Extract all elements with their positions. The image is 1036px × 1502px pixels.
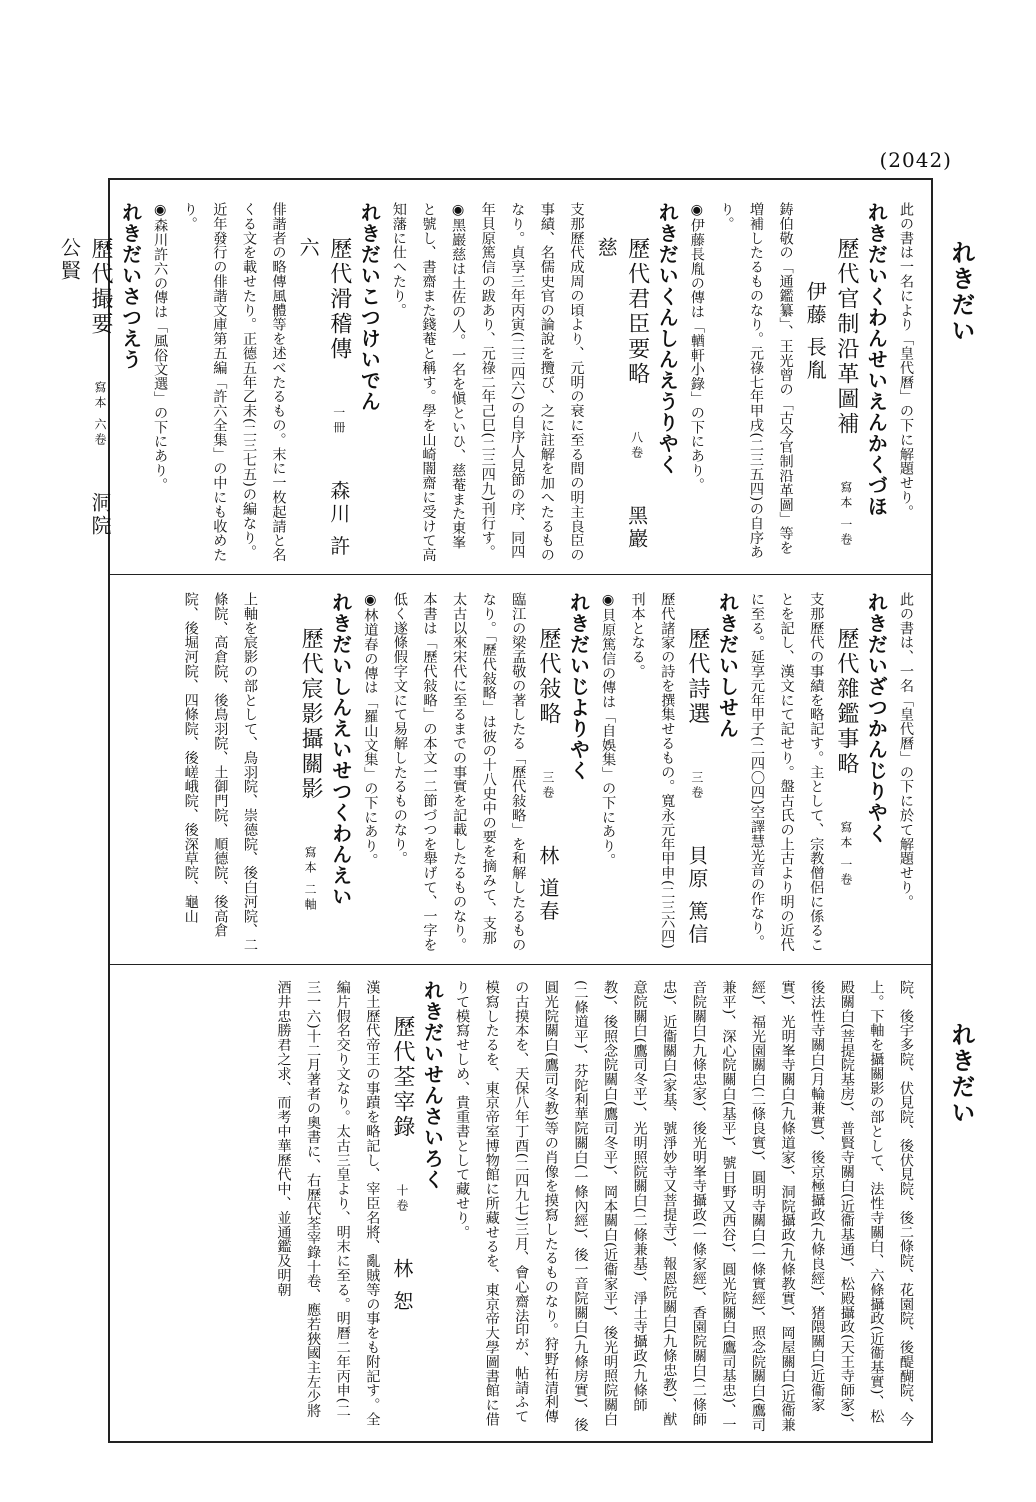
entry-volumes: 三卷: [689, 771, 704, 802]
entry-title-line: [532, 592, 563, 954]
entry-text: ◉森川許六の傳は「風俗文選」の下にあり。: [152, 202, 169, 492]
entry-volumes: 十卷: [394, 1184, 409, 1215]
entry-text: ◉黑巖慈は土佐の人。一名を愼といひ、慈菴また東峯と號し、書齋また錢菴と稱す。學を山崎闇齋に受けて高知藩に仕へたり。: [390, 202, 467, 562]
entry-text: ◉貝原篤信の傳は「自娛集」の下にあり。: [600, 592, 617, 868]
entry-title: 歷代荃宰錄: [389, 1015, 415, 1141]
entry-title-line: [590, 202, 651, 562]
entry-reading: れきだいせんさいろく: [420, 980, 445, 1190]
entry-text: 支那歷代の事績を略記す。主として、宗教僧侶に係ることを記し、漢文にて記せり。盤古氏の上古より明の近代に至る。延享元年甲子(二四〇四)空譯慧光音の作なり。: [749, 592, 825, 952]
entry-volumes: 寫本 六卷: [92, 381, 107, 449]
entry-title: 歷代宸影攝關影: [298, 627, 324, 803]
text-band-top: [57, 202, 920, 562]
running-head-top: れきだい: [947, 240, 976, 344]
entry-title: 歷代撮要: [87, 237, 113, 338]
entry-volumes: 三卷: [540, 771, 555, 802]
entry-text: 鋳伯敬の「通鑑纂」、王光曾の「古今官制沿革圖」等を増補したるものなり。元祿七年甲戌(二三五四)の自序あり。: [718, 202, 794, 560]
entry-volumes: 寫本 一卷: [838, 821, 853, 889]
entry-reading: れきだいしんえいせつくわんえい: [328, 592, 353, 907]
entry-title-line: [386, 980, 417, 1432]
entry-text: 臨江の梁孟敬の著したる「歷代敍略」を和解したるものなり。「歷代敍略」は彼の十八史中の要を摘みて、支那太古以來宋代に至るまでの事實を記載したるものなり。本書は「歷代敍略」の本文一二節づつを舉げて、一字を低く遂條假字文にて易解したるものなり。: [391, 592, 527, 952]
entry-title-line: [830, 592, 861, 954]
entry-reading: れきだいくんしんえうりやく: [655, 202, 680, 475]
entry-text: ◉林道春の傳は「羅山文集」の下にあり。: [362, 592, 379, 868]
entry-author: 洞院 公賢: [57, 237, 112, 539]
entry-text: 歷代諸家の詩を撰集せるもの。寬永元年甲申(二三六四)刊本となる。: [629, 592, 676, 950]
entry-volumes: 一冊: [331, 406, 346, 437]
running-head-bottom: れきだい: [947, 1022, 976, 1126]
entry-volumes: 八卷: [629, 431, 644, 462]
entry-reading: れきだいこつけいでん: [357, 202, 382, 412]
entry-author: 森川 許六: [296, 237, 351, 559]
entry-title: 歷代詩選: [684, 627, 710, 728]
entry-text: ◉伊藤長胤の傳は「輶軒小錄」の下にあり。: [688, 202, 705, 492]
entry-title: 歷代敍略: [535, 627, 561, 728]
text-frame: [57, 178, 933, 1443]
page-number: (2042): [879, 148, 952, 172]
text-band-middle: [120, 592, 920, 954]
entry-text: 漢土歷代帝王の事蹟を略記し、宰臣名將、亂賊等の事をも附記す。全編片假名交り文なり。太古三皇より、明末に至る。明曆二年丙申(二三一六)十二月著者の奧書に、右歷代荃宰錄十卷、應若狹國主左少將酒井忠勝君之求、而考中華歷代中、並通鑑及明朝: [275, 980, 381, 1427]
entry-title-line: [293, 202, 354, 562]
entry-text: 上軸を宸影の部として、鳥羽院、崇德院、後白河院、二條院、高倉院、後鳥羽院、土御門院、順德院、後高倉院、後堀河院、四條院、後嵯峨院、後深草院、龜山: [182, 592, 258, 952]
entry-reading: れきだいしせん: [715, 592, 740, 739]
entry-text: 俳諧者の略傳風體等を述べたるもの。末に一枚起請と名くる文を載せたり。正德五年乙未(二三七五)の編なり。近年發行の俳諧文庫第五編「許六全集」の中にも收めたり。: [181, 202, 287, 562]
entry-text: 此の書は一名により「皇代曆」の下に解題せり。: [898, 202, 914, 519]
entry-reading: れきだいざつかんじりやく: [864, 592, 889, 844]
entry-author: 貝原 篤信: [684, 845, 709, 947]
band-divider-1: [110, 574, 931, 575]
entry-reading: れきだいくわんせいえんかくづほ: [864, 202, 889, 517]
entry-volumes: 寫本 一卷: [838, 481, 853, 549]
entry-reading: れきだいさつえう: [118, 202, 143, 370]
entry-text: 院、後宇多院、伏見院、後伏見院、後二條院、花園院、後醍醐院、今上。下軸を攝關影の部として、法性寺關白、六條攝政(近衞基實)、松殿關白(菩提院基房)、普賢寺關白(近衞基通)、松殿攝政(天王寺師家)、後法性寺關白(月輪兼實)、後京極攝政(九條良經)、猪隈關白(近衞家實)、光明峯寺關白(九條道家)、洞院攝政(九條教實)、岡屋關白(近衞兼經)、福光園關白(二條良實)、圓明寺關白(一條實經)、照念院關白(鷹司兼平)、深心院關白(基平)、號日野又西谷)、圓光院關白(鷹司基忠)、一音院關白(九條忠家)、後光明峯寺攝政(一條家經)、香園院關白(二條師忠)、近衞關白(家基、號淨妙寺又菩提寺)、報恩院關白(九條忠教)、猷意院關白(鷹司冬平)、光明照院關白(二條兼基)、淨土寺攝政(九條師教)、後照念院關白(鷹司冬平)、岡本關白(近衞家平)、後光明照院關白(二條道平)、芬陀利華院關白(一條內經)、後一音院關白(九條房實)、後圓光院關白(鷹司冬教)等の肖像を摸寫したるものなり。狩野祐清利傳の古摸本を、天保八年丁酉(二四九七)三月、會心齋法印が、帖請ふて模寫したるを、東京帝室博物館に所藏せるを、東京帝大學圖書館に借りて模寫せしめ、貴重書として藏せり。: [454, 980, 914, 1433]
entry-volumes: 寫本 二軸: [303, 846, 318, 914]
entry-title: 歷代雜鑑事略: [833, 627, 859, 778]
text-band-bottom: [120, 980, 920, 1432]
entry-title: 歷代官制沿革圖補: [833, 237, 859, 438]
entry-author: 黑巖 慈: [594, 237, 649, 552]
entry-title: 歷代滑稽傳: [326, 237, 352, 363]
entry-title-line: [681, 592, 712, 954]
entry-text: 支那歷代成周の頃より、元明の衰に至る間の明主良臣の事績、名儒史官の論說を攬び、之に註解を加へたるものなり。貞享三年丙寅(二三四六)の自序人見節の序、同四年貝原篤信の跋あり、元祿二年己巳(二三四九)刊行す。: [479, 202, 585, 562]
entry-title: 歷代君臣要略: [624, 237, 650, 388]
entry-reading: れきだいじよりやく: [566, 592, 591, 781]
entry-title-line: [264, 592, 325, 954]
entry-author: 林 恕: [389, 1258, 414, 1314]
band-divider-2: [110, 964, 931, 965]
entry-author: 林 道春: [535, 845, 560, 924]
entry-text: 此の書は、一名「皇代曆」の下に於て解題せり。: [898, 592, 914, 909]
entry-title-line: [54, 202, 115, 562]
entry-title-line: [800, 202, 861, 562]
entry-author: 伊藤 長胤: [803, 281, 828, 383]
